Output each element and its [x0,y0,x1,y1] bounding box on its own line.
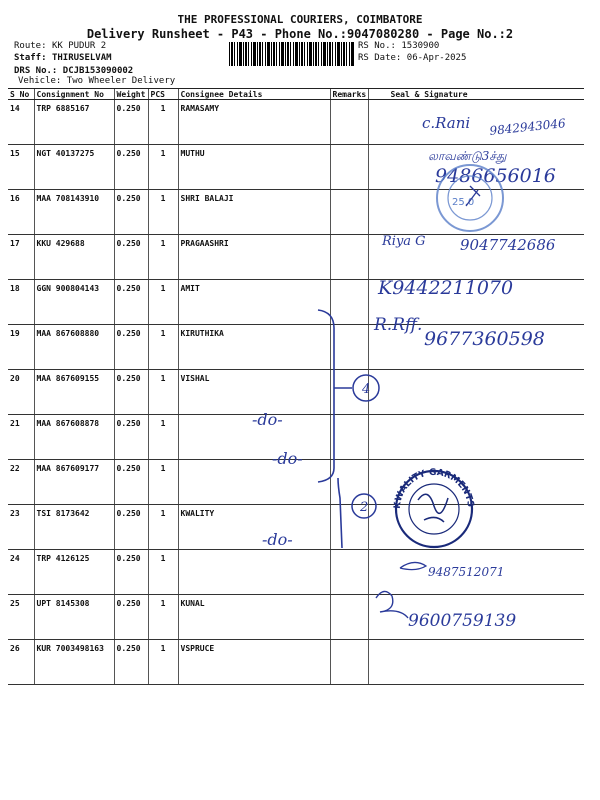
cell-consignee: RAMASAMY [178,100,330,145]
rs-no-value: 1530900 [401,41,440,51]
cell-consignee: KWALITY [178,505,330,550]
cell-seal [368,415,584,460]
cell-consignment: MAA 867609155 [34,370,114,415]
cell-seal [368,190,584,235]
cell-consignee: AMIT [178,280,330,325]
row19-signature: R.Rff. [374,315,423,335]
rs-no-line [358,41,439,51]
cell-consignee: PRAGAASHRI [178,235,330,280]
cell-consignment: TRP 4126125 [34,550,114,595]
cell-weight: 0.250 [114,460,148,505]
cell-sno: 25 [8,595,34,640]
cell-sno: 20 [8,370,34,415]
row19-phone: 9677360598 [424,328,545,350]
cell-seal [368,145,584,190]
table-row [8,325,584,370]
cell-remarks [330,280,368,325]
header-pcs: PCS [148,89,178,100]
drs-label: DRS No.: [14,66,58,76]
cell-consignee: KIRUTHIKA [178,325,330,370]
cell-weight: 0.250 [114,190,148,235]
rs-date-label: RS Date: [358,53,402,63]
route-label: Route: [14,41,47,51]
table-header-row [8,89,584,100]
rs-no-label: RS No.: [358,41,396,51]
row25-phone: 9487512071 [428,565,505,579]
header-seal: Seal & Signature [368,89,584,100]
cell-consignee [178,460,330,505]
ditto-row24: -do- [262,530,293,549]
cell-remarks [330,370,371,415]
bracket-count-2: 2 [360,500,369,515]
cell-sno: 15 [8,145,34,190]
cell-pcs: 1 [148,370,178,415]
company-title: THE PROFESSIONAL COURIERS, COIMBATORE [177,13,423,26]
cell-weight: 0.250 [114,370,148,415]
header-remarks: Remarks [330,89,368,100]
cell-consignment: TRP 6885167 [34,100,114,145]
cell-seal [368,460,584,505]
cell-sno: 16 [8,190,34,235]
vehicle-value: Two Wheeler Delivery [66,76,176,86]
cell-weight: 0.250 [114,280,148,325]
cell-pcs: 1 [148,145,178,190]
cell-weight: 0.250 [114,100,148,145]
table-row [8,370,584,415]
cell-seal [368,595,584,640]
cell-remarks [330,640,368,685]
route-value: KK PUDUR 2 [51,41,107,51]
cell-consignee [178,550,330,595]
cell-consignee [178,415,330,460]
cell-remarks [330,190,368,235]
runsheet-subtitle: Delivery Runsheet - P43 - Phone No.:9047080280 - Page No.:2 [86,27,514,41]
cell-pcs: 1 [148,100,178,145]
vehicle-label: Vehicle: [18,76,62,86]
header-consignment: Consignment No [34,89,114,100]
cell-consignee: VSPRUCE [178,640,330,685]
cell-pcs: 1 [148,235,178,280]
cell-sno: 17 [8,235,34,280]
table-row [8,145,584,190]
cell-pcs: 1 [148,640,178,685]
table-row [8,505,584,550]
vehicle-line [18,76,175,86]
cell-seal [368,235,584,280]
row18-phone: K9442211070 [378,277,514,299]
cell-remarks [330,325,368,370]
table-row [8,100,584,145]
staff-value: THIRUSELVAM [51,53,112,63]
cell-sno: 23 [8,505,34,550]
cell-consignment: NGT 40137275 [34,145,114,190]
table-row [8,550,584,595]
cell-remarks [330,235,368,280]
cell-weight: 0.250 [114,235,148,280]
cell-remarks [330,595,368,640]
cell-sno: 24 [8,550,34,595]
row26-phone: 9600759139 [408,611,517,631]
cell-consignee: MUTHU [178,145,330,190]
cell-consignee: VISHAL [178,370,330,415]
cell-sno: 19 [8,325,34,370]
row16-stamp-date: 25.0 [452,197,475,208]
cell-pcs: 1 [148,280,178,325]
header-consignee: Consignee Details [178,89,330,100]
row14-signature: c.Rani [422,114,471,132]
cell-sno: 21 [8,415,34,460]
cell-seal [368,280,584,325]
cell-sno: 22 [8,460,34,505]
rs-date-value: 06-Apr-2025 [406,53,467,63]
cell-weight: 0.250 [114,145,148,190]
cell-consignment: MAA 708143910 [34,190,114,235]
drs-barcode [229,42,354,66]
cell-pcs: 1 [148,460,178,505]
staff-line [14,53,112,63]
cell-sno: 18 [8,280,34,325]
drs-value: DCJB153090002 [62,66,134,76]
ditto-row21: -do- [252,410,283,429]
cell-weight: 0.250 [114,595,148,640]
row17-signature: Riya G [382,234,426,249]
staff-label: Staff: [14,53,47,63]
cell-consignment: KKU 429688 [34,235,114,280]
cell-weight: 0.250 [114,325,148,370]
cell-remarks [330,460,368,505]
cell-consignment: MAA 867608880 [34,325,114,370]
row14-phone: 9842943046 [488,116,567,138]
bracket-count-1: 4 [362,382,371,397]
row17-phone: 9047742686 [460,236,556,254]
cell-consignment: KUR 7003498163 [34,640,114,685]
kwality-stamp-text: KWALITY GARMENTS [392,467,476,510]
cell-seal [368,640,584,685]
cell-consignee: SHRI BALAJI [178,190,330,235]
table-row [8,640,584,685]
header-weight: Weight [114,89,148,100]
runsheet-table [8,88,584,685]
ditto-row22: -do- [272,449,303,468]
cell-consignment: GGN 900804143 [34,280,114,325]
table-row [8,460,584,505]
cell-sno: 26 [8,640,34,685]
cell-weight: 0.250 [114,505,148,550]
cell-seal [368,550,584,595]
cell-pcs: 1 [148,505,178,550]
cell-pcs: 1 [148,190,178,235]
cell-seal [368,325,584,370]
cell-weight: 0.250 [114,415,148,460]
row15-phone: 9486656016 [435,165,556,187]
drs-line [14,66,133,76]
table-row [8,190,584,235]
cell-remarks [330,145,368,190]
cell-pcs: 1 [148,415,178,460]
cell-seal [368,505,584,550]
cell-pcs: 1 [148,595,178,640]
rs-date-line [358,53,466,63]
cell-consignment: MAA 867609177 [34,460,114,505]
cell-seal [368,100,584,145]
cell-consignee: KUNAL [178,595,330,640]
route-line [14,41,106,51]
table-row [8,595,584,640]
cell-remarks [330,100,368,145]
table-row [8,415,584,460]
cell-pcs: 1 [148,325,178,370]
row15-note: லாவண்டு3ச்து [428,149,507,163]
cell-consignment: UPT 8145308 [34,595,114,640]
cell-remarks [330,550,368,595]
cell-seal [368,370,584,415]
cell-remarks [330,505,368,550]
cell-pcs: 1 [148,550,178,595]
cell-consignment: TSI 8173642 [34,505,114,550]
table-row [8,235,584,280]
cell-sno: 14 [8,100,34,145]
cell-remarks [330,415,368,460]
cell-consignment: MAA 867608878 [34,415,114,460]
cell-weight: 0.250 [114,640,148,685]
cell-weight: 0.250 [114,550,148,595]
header-sno: S No [8,89,34,100]
table-row [8,280,584,325]
